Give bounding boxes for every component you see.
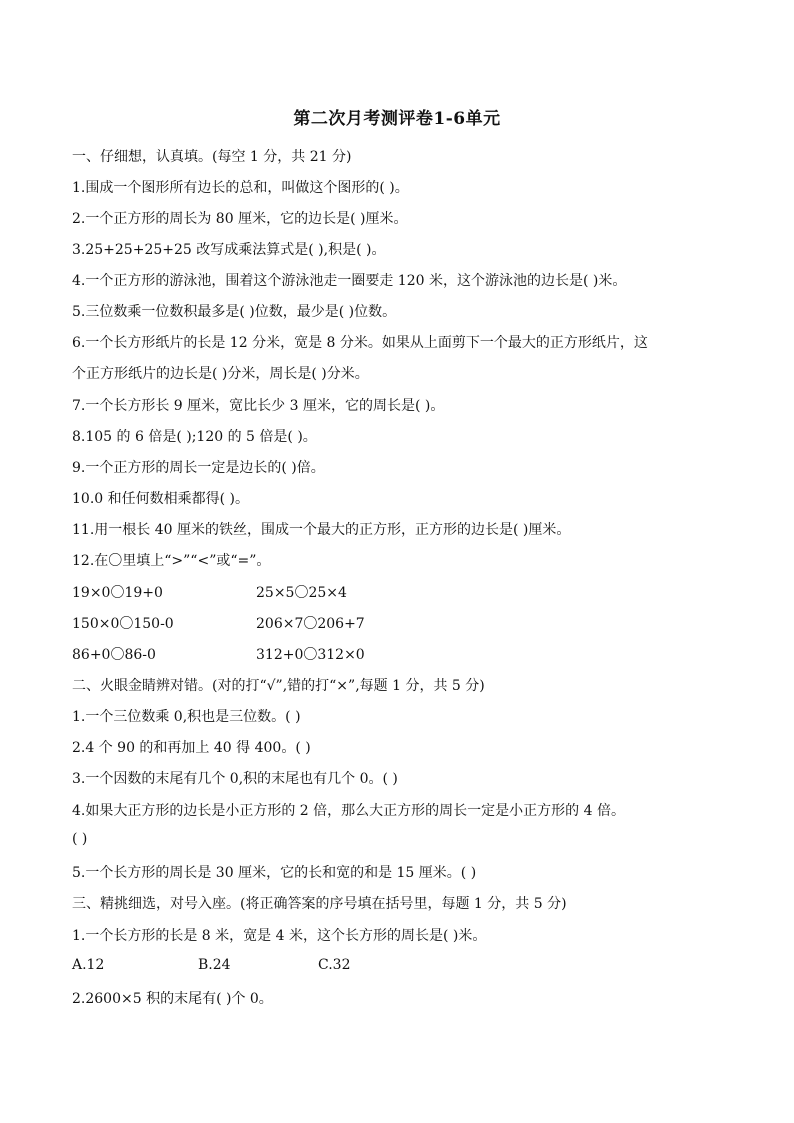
question-2-4-line1: 4.如果大正方形的边长是小正方形的 2 倍，那么大正方形的周长一定是小正方形的 4 倍。 [72, 803, 625, 819]
question-2-5: 5.一个长方形的周长是 30 厘米，它的长和宽的和是 15 厘米。( ) [72, 865, 477, 881]
option-a: A.12 [72, 957, 105, 973]
section3-heading: 三、精挑细选，对号入座。(将正确答案的序号填在括号里，每题 1 分，共 5 分) [72, 896, 567, 912]
question-2-3: 3.一个因数的末尾有几个 0,积的末尾也有几个 0。( ) [72, 771, 398, 787]
question-1-10: 10.0 和任何数相乘都得( )。 [72, 491, 249, 507]
question-1-1: 1.围成一个图形所有边长的总和，叫做这个图形的( )。 [72, 180, 409, 196]
question-1-5: 5.三位数乘一位数积最多是( )位数，最少是( )位数。 [72, 304, 397, 320]
question-3-1: 1.一个长方形的长是 8 米，宽是 4 米，这个长方形的周长是( )米。 [72, 928, 487, 944]
compare-item: 206×7〇206+7 [256, 616, 365, 632]
question-1-6-line2: 个正方形纸片的边长是( )分米，周长是( )分米。 [72, 366, 369, 382]
question-1-9: 9.一个正方形的周长一定是边长的( )倍。 [72, 460, 325, 476]
question-1-6-line1: 6.一个长方形纸片的长是 12 分米，宽是 8 分米。如果从上面剪下一个最大的正方形纸片，这 [72, 335, 648, 351]
compare-item: 25×5〇25×4 [256, 585, 347, 601]
question-1-4: 4.一个正方形的游泳池，围着这个游泳池走一圈要走 120 米，这个游泳池的边长是( )米。 [72, 273, 627, 289]
option-c: C.32 [318, 957, 351, 973]
section1-heading: 一、仔细想，认真填。(每空 1 分，共 21 分) [72, 149, 352, 165]
exam-title: 第二次月考测评卷1-6单元 [293, 109, 501, 129]
question-2-1: 1.一个三位数乘 0,积也是三位数。( ) [72, 709, 301, 725]
question-1-11: 11.用一根长 40 厘米的铁丝，围成一个最大的正方形，正方形的边长是( )厘米。 [72, 522, 571, 538]
compare-item: 150×0〇150-0 [72, 616, 174, 632]
question-1-3: 3.25+25+25+25 改写成乘法算式是( ),积是( )。 [72, 242, 386, 258]
question-1-7: 7.一个长方形长 9 厘米，宽比长少 3 厘米，它的周长是( )。 [72, 398, 445, 414]
compare-item: 312+0〇312×0 [256, 647, 365, 663]
compare-item: 86+0〇86-0 [72, 647, 156, 663]
question-1-2: 2.一个正方形的周长为 80 厘米，它的边长是( )厘米。 [72, 211, 408, 227]
question-2-4-line2: ( ) [72, 831, 88, 847]
question-1-12: 12.在〇里填上“>”“<”或“=”。 [72, 553, 271, 569]
question-3-2: 2.2600×5 积的末尾有( )个 0。 [72, 991, 273, 1007]
option-b: B.24 [198, 957, 231, 973]
question-2-2: 2.4 个 90 的和再加上 40 得 400。( ) [72, 740, 311, 756]
question-1-8: 8.105 的 6 倍是( );120 的 5 倍是( )。 [72, 429, 317, 445]
section2-heading: 二、火眼金睛辨对错。(对的打“√”,错的打“×”,每题 1 分，共 5 分) [72, 678, 485, 694]
compare-item: 19×0〇19+0 [72, 585, 163, 601]
